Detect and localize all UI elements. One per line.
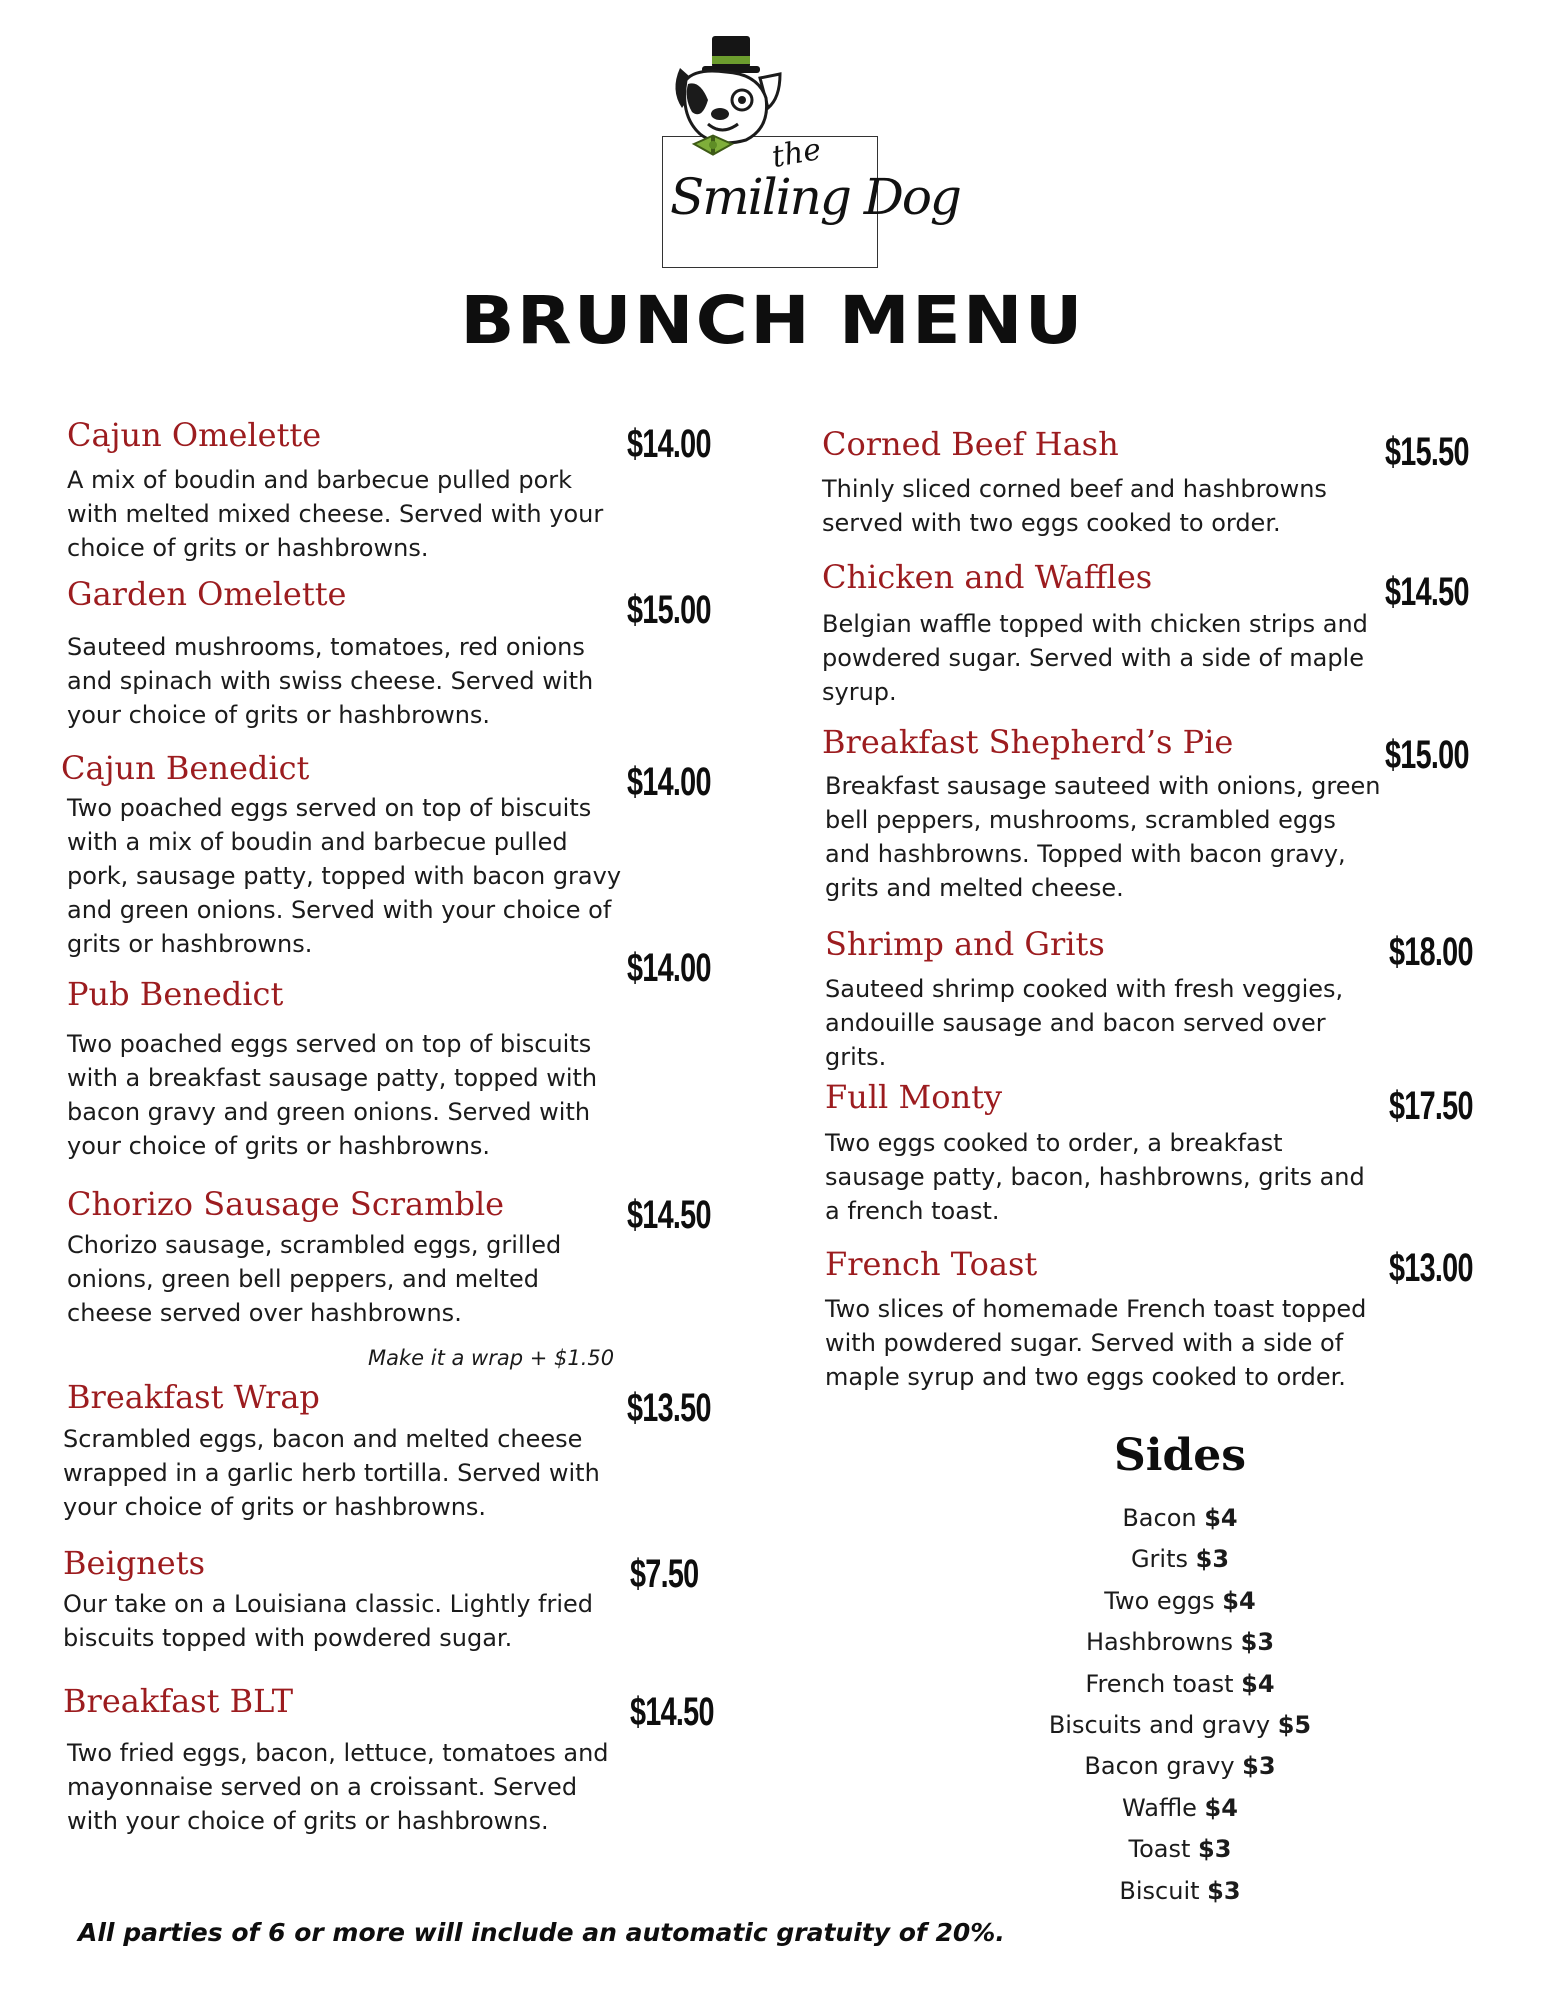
side-item-name: Bacon gravy [1084, 1752, 1243, 1781]
side-item [980, 1877, 1380, 1905]
side-item-name: Biscuits and gravy [1048, 1711, 1278, 1739]
side-item [980, 1752, 1380, 1780]
side-item [980, 1587, 1380, 1615]
side-item [980, 1504, 1380, 1532]
item-description: Sauteed mushrooms, tomatoes, red onions and spinach with swiss cheese. Served with your choice of grits or hashbrowns. [67, 633, 594, 729]
side-item [980, 1711, 1380, 1739]
side-item-price: $4 [1204, 1504, 1238, 1532]
side-item [980, 1835, 1380, 1863]
item-price: $14.50 [627, 1193, 711, 1237]
item-description: Breakfast sausage sauteed with onions, green bell peppers, mushrooms, scrambled eggs and hashbrowns. Topped with bacon gravy, grits and melted cheese. [825, 772, 1381, 902]
item-price: $14.00 [627, 422, 711, 466]
side-item-name: Two eggs [1104, 1586, 1223, 1615]
item-description: Chorizo sausage, scrambled eggs, grilled onions, green bell peppers, and melted cheese served over hashbrowns. [67, 1231, 562, 1327]
item-name: Pub Benedict [67, 975, 284, 1013]
item-name: Chicken and Waffles [822, 558, 1153, 596]
item-price: $17.50 [1389, 1084, 1473, 1128]
side-item-price: $4 [1222, 1586, 1256, 1615]
side-item-name: Grits [1130, 1545, 1196, 1574]
item-price: $14.50 [1385, 570, 1469, 614]
item-name: French Toast [825, 1245, 1038, 1283]
restaurant-logo [662, 28, 960, 274]
side-item [980, 1545, 1380, 1573]
item-price: $14.50 [630, 1690, 714, 1734]
item-description: Belgian waffle topped with chicken strips and powdered sugar. Served with a side of maple syrup. [822, 610, 1368, 706]
side-item [980, 1670, 1380, 1698]
item-description: Two poached eggs served on top of biscuits with a mix of boudin and barbecue pulled pork, sausage patty, topped with bacon gravy and green onions. Served with your choice of grits or hashbrowns. [67, 794, 622, 958]
side-item-price: $3 [1240, 1628, 1275, 1657]
side-item-price: $5 [1277, 1711, 1312, 1739]
menu-title: BRUNCH MENU [460, 282, 1085, 359]
item-name: Cajun Omelette [67, 416, 322, 454]
side-item-name: Toast [1128, 1835, 1199, 1864]
side-item-price: $4 [1241, 1669, 1275, 1698]
side-item-price: $3 [1195, 1545, 1230, 1574]
item-description: Scrambled eggs, bacon and melted cheese wrapped in a garlic herb tortilla. Served with your choice of grits or hashbrowns. [63, 1425, 600, 1521]
item-name: Beignets [63, 1544, 205, 1582]
wrap-upgrade-note: Make it a wrap + $1.50 [368, 1346, 615, 1370]
item-price: $15.00 [627, 588, 711, 632]
item-name: Corned Beef Hash [822, 425, 1119, 463]
logo-text-name: Smiling Dog [670, 168, 960, 226]
item-name: Breakfast Shepherd’s Pie [822, 723, 1234, 761]
item-price: $15.50 [1385, 430, 1469, 474]
item-name: Cajun Benedict [61, 749, 310, 787]
side-item-name: French toast [1085, 1669, 1242, 1698]
item-name: Garden Omelette [67, 575, 347, 613]
item-price: $15.00 [1385, 733, 1469, 777]
item-name: Breakfast Wrap [67, 1378, 320, 1416]
item-name: Full Monty [825, 1078, 1003, 1116]
item-price: $13.00 [1389, 1246, 1473, 1290]
item-description: Two poached eggs served on top of biscuits with a breakfast sausage patty, topped with bacon gravy and green onions. Served with your choice of grits or hashbrowns. [67, 1030, 598, 1160]
side-item-price: $4 [1204, 1793, 1238, 1822]
side-item-price: $3 [1207, 1876, 1241, 1905]
item-price: $14.00 [627, 946, 711, 990]
item-price: $13.50 [627, 1386, 711, 1430]
side-item-name: Bacon [1122, 1504, 1205, 1532]
item-price: $14.00 [627, 760, 711, 804]
side-item-price: $3 [1242, 1752, 1276, 1781]
item-name: Shrimp and Grits [825, 925, 1105, 963]
item-description: Thinly sliced corned beef and hashbrowns served with two eggs cooked to order. [822, 475, 1327, 537]
side-item-name: Biscuit [1119, 1876, 1208, 1905]
sides-title: Sides [1113, 1430, 1247, 1481]
side-item-name: Waffle [1122, 1793, 1205, 1822]
side-item-price: $3 [1198, 1835, 1232, 1864]
side-item-name: Hashbrowns [1085, 1628, 1241, 1657]
item-description: Two slices of homemade French toast topped with powdered sugar. Served with a side of maple syrup and two eggs cooked to order. [825, 1295, 1367, 1391]
item-description: Our take on a Louisiana classic. Lightly fried biscuits topped with powdered sugar. [63, 1590, 594, 1652]
side-item [980, 1794, 1380, 1822]
item-name: Breakfast BLT [63, 1682, 294, 1720]
logo-text-the: the [769, 131, 824, 176]
item-price: $7.50 [630, 1552, 699, 1596]
item-description: Two eggs cooked to order, a breakfast sausage patty, bacon, hashbrowns, grits and a french toast. [825, 1129, 1365, 1225]
item-price: $18.00 [1389, 930, 1473, 974]
item-description: Sauteed shrimp cooked with fresh veggies, andouille sausage and bacon served over grits. [825, 975, 1344, 1071]
item-description: A mix of boudin and barbecue pulled pork with melted mixed cheese. Served with your choice of grits or hashbrowns. [67, 466, 604, 562]
side-item [980, 1628, 1380, 1656]
item-description: Two fried eggs, bacon, lettuce, tomatoes and mayonnaise served on a croissant. Served with your choice of grits or hashbrowns. [67, 1739, 609, 1835]
gratuity-note: All parties of 6 or more will include an automatic gratuity of 20%. [78, 1918, 1005, 1947]
item-name: Chorizo Sausage Scramble [67, 1185, 505, 1223]
